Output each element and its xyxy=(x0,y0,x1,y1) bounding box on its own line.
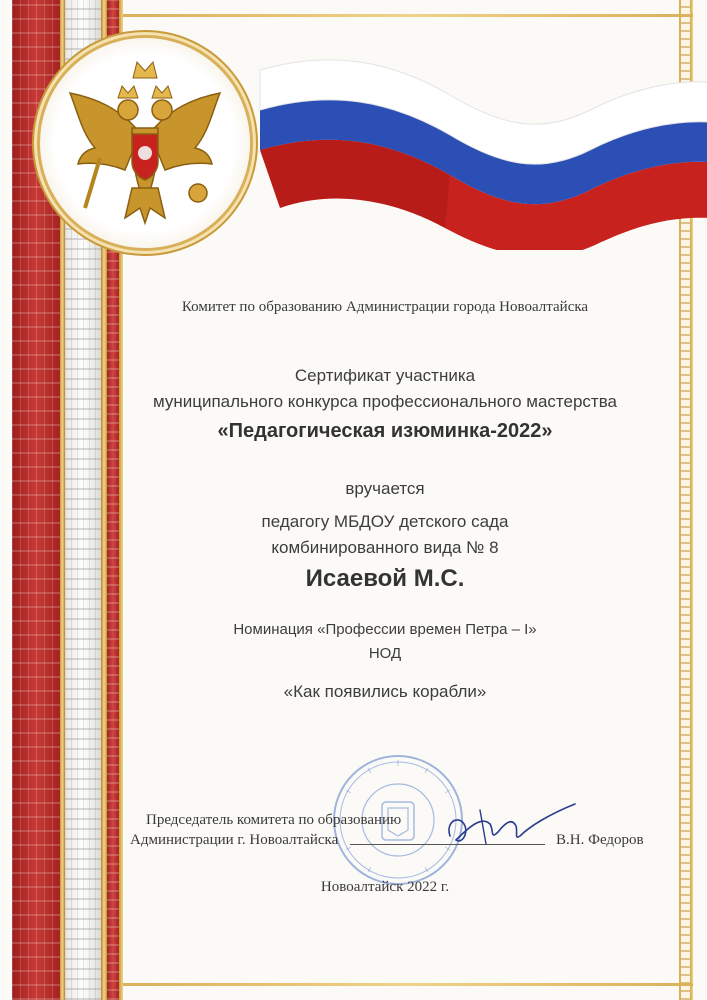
place-and-year: Новоалтайск 2022 г. xyxy=(320,879,450,895)
signatory-name: В.Н. Федоров xyxy=(556,832,644,848)
activity-type: НОД xyxy=(368,645,402,662)
saint-george-rider xyxy=(138,146,152,160)
awarded-label: вручается xyxy=(345,479,425,498)
right-crown xyxy=(152,86,172,98)
flag-ribbon-graphic xyxy=(240,40,707,250)
recipient-line1: педагогу МБДОУ детского сада xyxy=(261,512,509,531)
contest-name: «Педагогическая изюминка-2022» xyxy=(217,420,553,442)
certificate-title-line2: муниципального конкурса профессионального мастерства xyxy=(152,392,618,411)
eagle-tail xyxy=(125,188,165,223)
orb xyxy=(189,184,207,202)
coat-of-arms-medallion xyxy=(40,38,250,248)
nomination: Номинация «Профессии времен Петра – I» xyxy=(233,621,537,638)
right-eagle-head xyxy=(152,100,172,120)
recipient-name: Исаевой М.С. xyxy=(305,565,465,592)
signatory-title-line1: Председатель комитета по образованию xyxy=(146,812,402,828)
scepter xyxy=(85,158,100,208)
left-crown xyxy=(118,86,138,98)
recipient-line2: комбинированного вида № 8 xyxy=(271,538,499,557)
left-eagle-head xyxy=(118,100,138,120)
activity-topic: «Как появились корабли» xyxy=(283,682,487,701)
top-gold-border xyxy=(123,14,693,17)
certificate-title-line1: Сертификат участника xyxy=(294,366,476,385)
russian-flag-ribbon xyxy=(240,40,707,250)
committee-header: Комитет по образованию Администрации города Новоалтайска xyxy=(181,299,589,315)
top-crown xyxy=(133,62,157,78)
russian-coat-of-arms-icon xyxy=(40,38,250,248)
signatory-title-line2: Администрации г. Новоалтайска xyxy=(130,832,339,848)
bottom-gold-border xyxy=(123,983,693,986)
